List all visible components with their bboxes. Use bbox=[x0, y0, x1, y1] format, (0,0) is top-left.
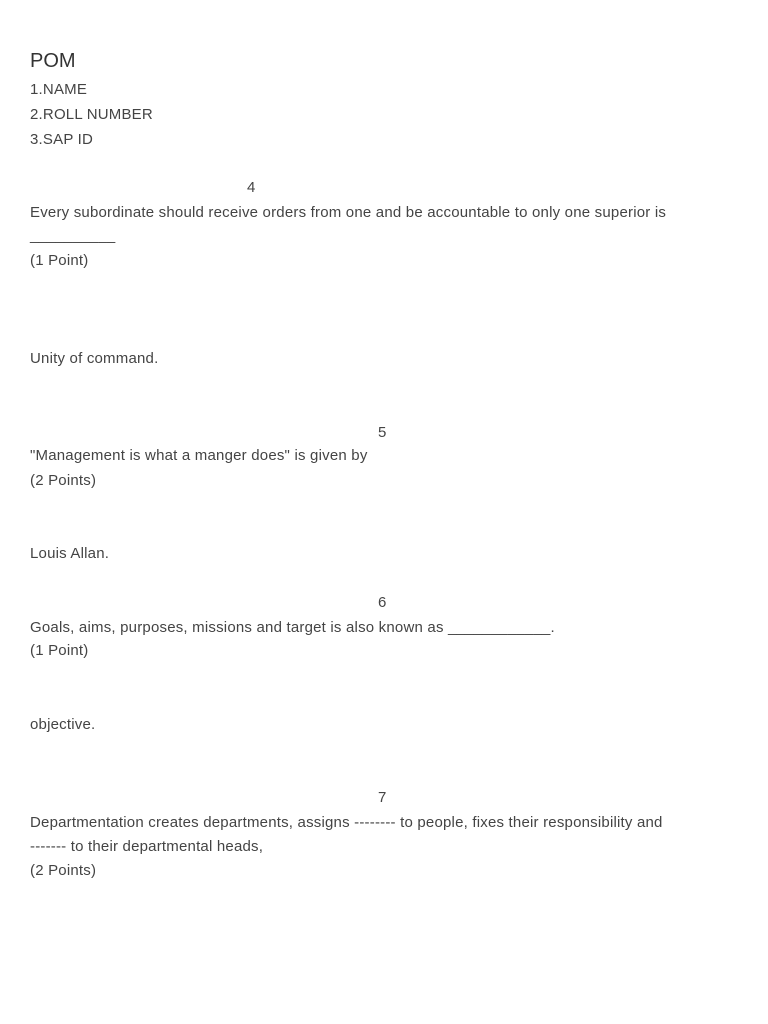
answer-text: Unity of command. bbox=[30, 350, 159, 367]
question-number: 7 bbox=[378, 789, 387, 806]
question-number: 4 bbox=[247, 179, 256, 196]
answer-text: Louis Allan. bbox=[30, 545, 110, 562]
answer-text: objective. bbox=[30, 716, 96, 733]
header-field-sap-id: 3.SAP ID bbox=[30, 131, 94, 148]
question-points: (1 Point) bbox=[30, 642, 89, 659]
answer-blank: __________ bbox=[30, 227, 116, 244]
question-number: 6 bbox=[378, 594, 387, 611]
page-title: POM bbox=[30, 50, 76, 72]
question-text-line-2: ------- to their departmental heads, bbox=[30, 838, 264, 855]
question-number: 5 bbox=[378, 424, 387, 441]
question-text: Every subordinate should receive orders from one and be accountable to only one superior is bbox=[30, 204, 667, 221]
question-points: (2 Points) bbox=[30, 862, 97, 879]
question-text: "Management is what a manger does" is given by bbox=[30, 447, 368, 464]
question-text-line-1: Departmentation creates departments, assigns -------- to people, fixes their responsibility and bbox=[30, 814, 663, 831]
header-field-name: 1.NAME bbox=[30, 81, 88, 98]
question-points: (2 Points) bbox=[30, 472, 97, 489]
header-field-roll-number: 2.ROLL NUMBER bbox=[30, 106, 153, 123]
question-text: Goals, aims, purposes, missions and target is also known as ____________. bbox=[30, 619, 555, 636]
question-points: (1 Point) bbox=[30, 252, 89, 269]
